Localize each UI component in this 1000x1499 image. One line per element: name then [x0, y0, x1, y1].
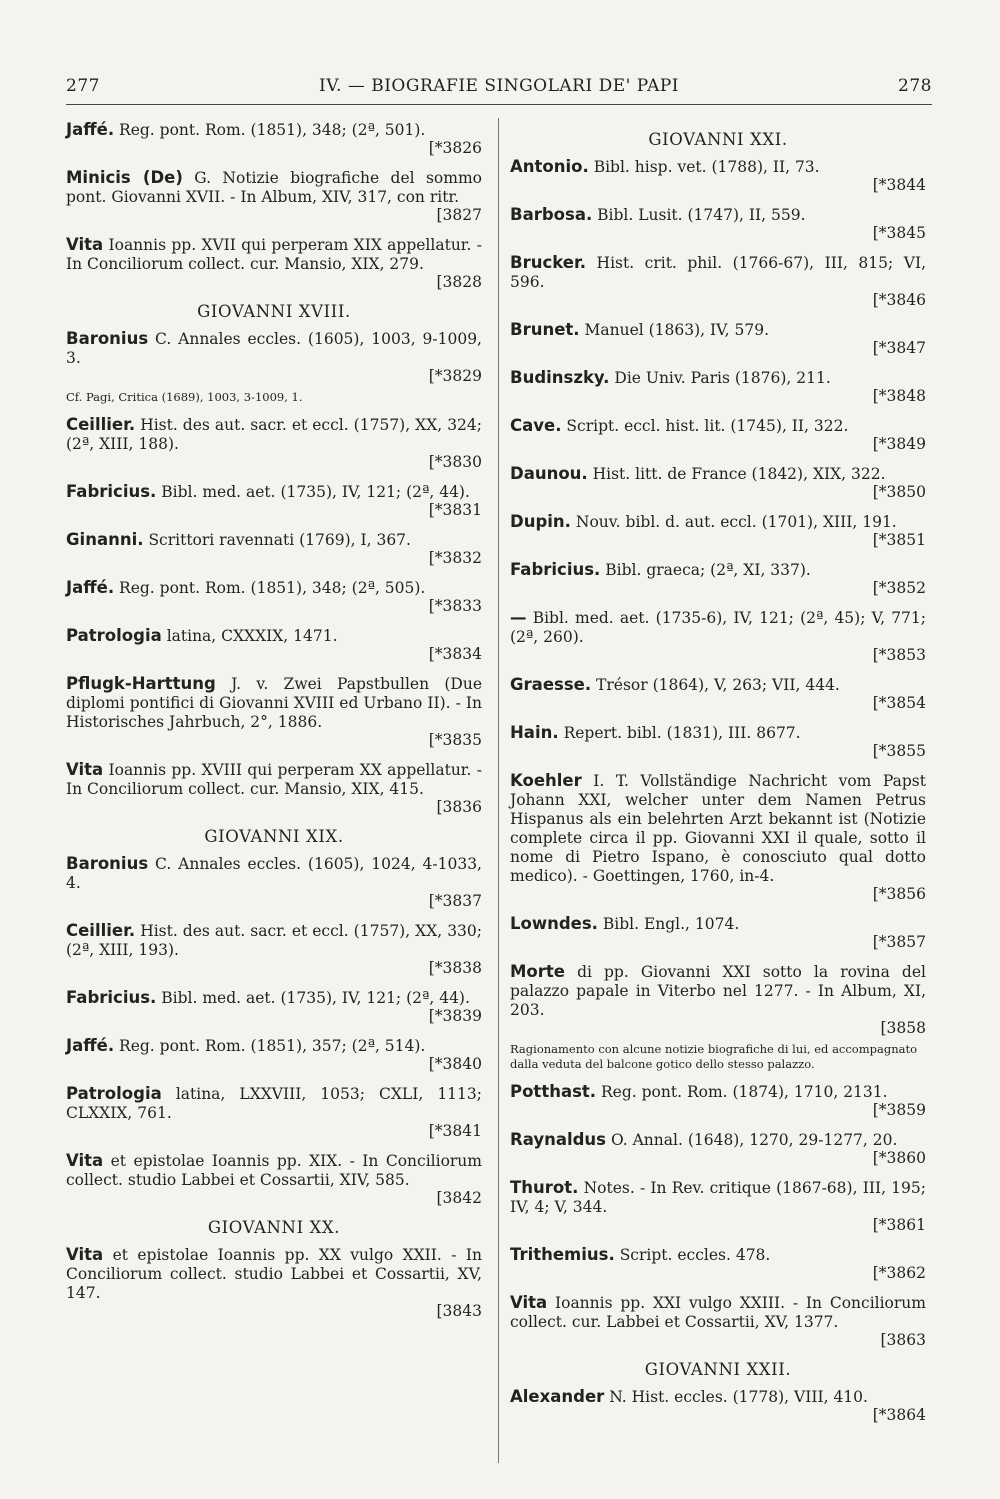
bibliography-entry — [510, 675, 926, 713]
bibliography-entry — [510, 771, 926, 904]
entry-number: [*3847 — [872, 339, 926, 357]
bibliography-entry — [66, 578, 482, 616]
entry-author: Vita — [510, 1293, 548, 1312]
entry-number: [*3844 — [872, 176, 926, 194]
entry-number: [*3854 — [872, 694, 926, 712]
bibliography-entry — [510, 464, 926, 502]
entry-number: [*3852 — [872, 579, 926, 597]
entry-number: [*3826 — [428, 139, 482, 157]
entry-author: Vita — [66, 1245, 104, 1264]
entry-text: Bibl. hisp. vet. (1788), II, 73. — [593, 158, 820, 176]
entry-text: Bibl. Lusit. (1747), II, 559. — [597, 206, 806, 224]
page-header — [66, 70, 932, 105]
entry-text: Die Univ. Paris (1876), 211. — [614, 369, 831, 387]
right-column — [510, 120, 926, 1435]
entry-text: Ioannis pp. XXI vulgo XXIII. - In Conciliorum collect. cur. Labbei et Cossartii, XV, 1377. — [510, 1294, 926, 1331]
bibliography-entry — [510, 608, 926, 665]
entry-number: [*3848 — [872, 387, 926, 405]
bibliography-entry — [510, 157, 926, 195]
entry-number: [*3834 — [428, 645, 482, 663]
entry-number: [*3853 — [872, 646, 926, 664]
bibliography-entry — [66, 674, 482, 750]
bibliography-entry — [66, 626, 482, 664]
entry-text: O. Annal. (1648), 1270, 29-1277, 20. — [610, 1131, 898, 1149]
entry-number: [*3833 — [428, 597, 482, 615]
entry-text: Ioannis pp. XVII qui perperam XIX appellatur. - In Conciliorum collect. cur. Mansio, XIX, 279. — [66, 236, 482, 273]
entry-author: Daunou. — [510, 464, 588, 483]
bibliography-entry — [510, 1130, 926, 1168]
bibliography-entry — [510, 1082, 926, 1120]
entry-author: Dupin. — [510, 512, 571, 531]
entry-author: Ceillier. — [66, 921, 136, 940]
bibliography-entry — [66, 415, 482, 472]
entry-text: Reg. pont. Rom. (1851), 348; (2ª, 501). — [119, 121, 426, 139]
section-heading: GIOVANNI XXI. — [648, 130, 788, 149]
bibliography-entry — [510, 962, 926, 1038]
entry-text: Reg. pont. Rom. (1851), 357; (2ª, 514). — [119, 1037, 426, 1055]
entry-text: Script. eccles. 478. — [619, 1246, 771, 1264]
entry-number: [3827 — [436, 206, 482, 224]
bibliography-entry — [66, 482, 482, 520]
entry-author: Raynaldus — [510, 1130, 607, 1149]
entry-text: Script. eccl. hist. lit. (1745), II, 322. — [566, 417, 849, 435]
entry-author: — — [510, 608, 527, 627]
bibliography-entry — [66, 168, 482, 225]
entry-text: Repert. bibl. (1831), III. 8677. — [563, 724, 801, 742]
entry-number: [3863 — [880, 1331, 926, 1349]
bibliography-entry — [66, 1245, 482, 1321]
entry-author: Vita — [66, 760, 104, 779]
entry-author: Fabricius. — [66, 482, 157, 501]
entry-author: Pflugk-Harttung — [66, 674, 216, 693]
bibliography-entry — [66, 235, 482, 292]
entry-author: Hain. — [510, 723, 559, 742]
entry-author: Trithemius. — [510, 1245, 615, 1264]
entry-number: [*3860 — [872, 1149, 926, 1167]
entry-text: G. Notizie biografiche del sommo pont. Giovanni XVII. - In Album, XIV, 317, con ritr. — [66, 169, 482, 206]
entry-text: Scrittori ravennati (1769), I, 367. — [148, 531, 411, 549]
entry-text: et epistolae Ioannis pp. XX vulgo XXII. - In Conciliorum collect. studio Labbei et Cossartii, XV, 147. — [66, 1246, 482, 1302]
entry-number: [*3830 — [428, 453, 482, 471]
entry-note: Ragionamento con alcune notizie biografiche di lui, ed accompagnato dalla veduta del balcone gotico dello stesso palazzo. — [510, 1042, 918, 1071]
entry-text: Bibl. med. aet. (1735-6), IV, 121; (2ª, 45); V, 771; (2ª, 260). — [510, 609, 926, 646]
bibliography-entry — [66, 120, 482, 158]
bibliography-entry — [66, 854, 482, 911]
entry-number: [*3831 — [428, 501, 482, 519]
bibliography-entry — [66, 1151, 482, 1208]
entry-author: Ceillier. — [66, 415, 136, 434]
entry-author: Barbosa. — [510, 205, 593, 224]
column-divider — [498, 118, 499, 1463]
entry-text: J. v. Zwei Papstbullen (Due diplomi pontifici di Giovanni XVIII ed Urbano II). - In Historisches Jahrbuch, 2°, 1886. — [66, 675, 482, 731]
bibliography-entry — [510, 320, 926, 358]
entry-author: Jaffé. — [66, 578, 115, 597]
bibliography-entry — [510, 1293, 926, 1350]
entry-number: [3828 — [436, 273, 482, 291]
entry-number: [3836 — [436, 798, 482, 816]
entry-author: Jaffé. — [66, 120, 115, 139]
entry-number: [*3862 — [872, 1264, 926, 1282]
running-title: IV. — BIOGRAFIE SINGOLARI DE' PAPI — [318, 76, 680, 96]
entry-number: [3858 — [880, 1019, 926, 1037]
entry-text: I. T. Vollständige Nachricht vom Papst Johann XXI, welcher unter dem Namen Petrus Hispanus als ein belehrten Arzt bekannt ist (Notizie complete circa il pp. Giovanni XXI il quale, sotto il nome di Pietro Ispano, è conosciuto qual dotto medico). - Goettingen, 1760, in-4. — [510, 772, 926, 885]
entry-text: Hist. des aut. sacr. et eccl. (1757), XX, 330; (2ª, XIII, 193). — [66, 922, 482, 959]
section-heading: GIOVANNI XIX. — [204, 827, 344, 846]
entry-author: Baronius — [66, 329, 149, 348]
entry-text: et epistolae Ioannis pp. XIX. - In Conciliorum collect. studio Labbei et Cossartii, XIV, 585. — [66, 1152, 482, 1189]
bibliography-entry — [510, 416, 926, 454]
entry-number: [*3846 — [872, 291, 926, 309]
entry-number: [*3829 — [428, 367, 482, 385]
entry-number: [*3856 — [872, 885, 926, 903]
entry-text: Bibl. graeca; (2ª, XI, 337). — [605, 561, 811, 579]
entry-note: Cf. Pagi, Critica (1689), 1003, 3-1009, 1. — [66, 390, 303, 404]
entry-author: Fabricius. — [66, 988, 157, 1007]
bibliography-entry — [510, 253, 926, 310]
entry-author: Budinszky. — [510, 368, 610, 387]
section-heading: GIOVANNI XX. — [207, 1218, 341, 1237]
entry-number: [*3832 — [428, 549, 482, 567]
entry-text: Nouv. bibl. d. aut. eccl. (1701), XIII, 191. — [575, 513, 897, 531]
bibliography-entry — [510, 1178, 926, 1235]
entry-text: Bibl. med. aet. (1735), IV, 121; (2ª, 44). — [161, 483, 470, 501]
bibliography-entry — [66, 760, 482, 817]
entry-number: [*3864 — [872, 1406, 926, 1424]
entry-text: di pp. Giovanni XXI sotto la rovina del palazzo papale in Viterbo nel 1277. - In Album, XI, 203. — [510, 963, 926, 1019]
entry-number: [*3837 — [428, 892, 482, 910]
entry-text: Bibl. med. aet. (1735), IV, 121; (2ª, 44). — [161, 989, 470, 1007]
entry-text: Ioannis pp. XVIII qui perperam XX appellatur. - In Conciliorum collect. cur. Mansio, XIX, 415. — [66, 761, 482, 798]
bibliography-entry — [66, 1084, 482, 1141]
entry-author: Vita — [66, 235, 104, 254]
entry-author: Ginanni. — [66, 530, 144, 549]
entry-text: latina, CXXXIX, 1471. — [166, 627, 338, 645]
entry-number: [*3840 — [428, 1055, 482, 1073]
entry-author: Alexander — [510, 1387, 605, 1406]
entry-text: Hist. litt. de France (1842), XIX, 322. — [592, 465, 886, 483]
page-number-left: 277 — [66, 76, 100, 96]
entry-number: [*3835 — [428, 731, 482, 749]
section-heading: GIOVANNI XVIII. — [197, 302, 351, 321]
bibliography-entry — [66, 988, 482, 1026]
entry-text: C. Annales eccles. (1605), 1003, 9-1009, 3. — [66, 330, 482, 367]
entry-text: Manuel (1863), IV, 579. — [584, 321, 770, 339]
bibliography-entry — [510, 1245, 926, 1283]
entry-text: Reg. pont. Rom. (1851), 348; (2ª, 505). — [119, 579, 426, 597]
entry-text: Hist. crit. phil. (1766-67), III, 815; VI, 596. — [510, 254, 926, 291]
entry-number: [*3838 — [428, 959, 482, 977]
entry-text: Trésor (1864), V, 263; VII, 444. — [596, 676, 840, 694]
entry-number: [*3841 — [428, 1122, 482, 1140]
entry-author: Patrologia — [66, 626, 162, 645]
page-number-right: 278 — [898, 76, 932, 96]
entry-number: [*3849 — [872, 435, 926, 453]
entry-author: Lowndes. — [510, 914, 598, 933]
entry-number: [*3839 — [428, 1007, 482, 1025]
entry-author: Jaffé. — [66, 1036, 115, 1055]
entry-number: [*3855 — [872, 742, 926, 760]
entry-author: Cave. — [510, 416, 562, 435]
entry-author: Brucker. — [510, 253, 587, 272]
entry-text: Notes. - In Rev. critique (1867-68), III, 195; IV, 4; V, 344. — [510, 1179, 926, 1216]
entry-number: [3843 — [436, 1302, 482, 1320]
bibliography-entry — [510, 512, 926, 550]
entry-number: [*3859 — [872, 1101, 926, 1119]
entry-text: latina, LXXVIII, 1053; CXLI, 1113; CLXXIX, 761. — [66, 1085, 482, 1122]
entry-text: Hist. des aut. sacr. et eccl. (1757), XX, 324; (2ª, XIII, 188). — [66, 416, 482, 453]
bibliography-entry — [510, 1387, 926, 1425]
entry-author: Morte — [510, 962, 565, 981]
entry-text: C. Annales eccles. (1605), 1024, 4-1033, 4. — [66, 855, 482, 892]
bibliography-entry — [66, 329, 482, 386]
entry-number: [*3857 — [872, 933, 926, 951]
entry-number: [*3850 — [872, 483, 926, 501]
entry-author: Fabricius. — [510, 560, 601, 579]
entry-number: [*3845 — [872, 224, 926, 242]
bibliography-entry — [66, 530, 482, 568]
entry-text: Bibl. Engl., 1074. — [602, 915, 740, 933]
entry-author: Patrologia — [66, 1084, 162, 1103]
entry-author: Potthast. — [510, 1082, 597, 1101]
entry-author: Minicis (De) — [66, 168, 183, 187]
bibliography-entry — [510, 205, 926, 243]
entry-number: [*3851 — [872, 531, 926, 549]
entry-author: Brunet. — [510, 320, 580, 339]
entry-author: Koehler — [510, 771, 582, 790]
entry-author: Vita — [66, 1151, 104, 1170]
entry-text: N. Hist. eccles. (1778), VIII, 410. — [609, 1388, 868, 1406]
bibliography-entry — [510, 368, 926, 406]
entry-text: Reg. pont. Rom. (1874), 1710, 2131. — [601, 1083, 888, 1101]
bibliography-entry — [66, 1036, 482, 1074]
entry-author: Graesse. — [510, 675, 592, 694]
entry-number: [3842 — [436, 1189, 482, 1207]
entry-author: Thurot. — [510, 1178, 579, 1197]
entry-author: Antonio. — [510, 157, 589, 176]
entry-author: Baronius — [66, 854, 149, 873]
bibliography-entry — [510, 560, 926, 598]
bibliography-entry — [510, 723, 926, 761]
bibliography-entry — [510, 914, 926, 952]
left-column — [66, 120, 482, 1331]
section-heading: GIOVANNI XXII. — [644, 1360, 792, 1379]
entry-number: [*3861 — [872, 1216, 926, 1234]
bibliography-entry — [66, 921, 482, 978]
